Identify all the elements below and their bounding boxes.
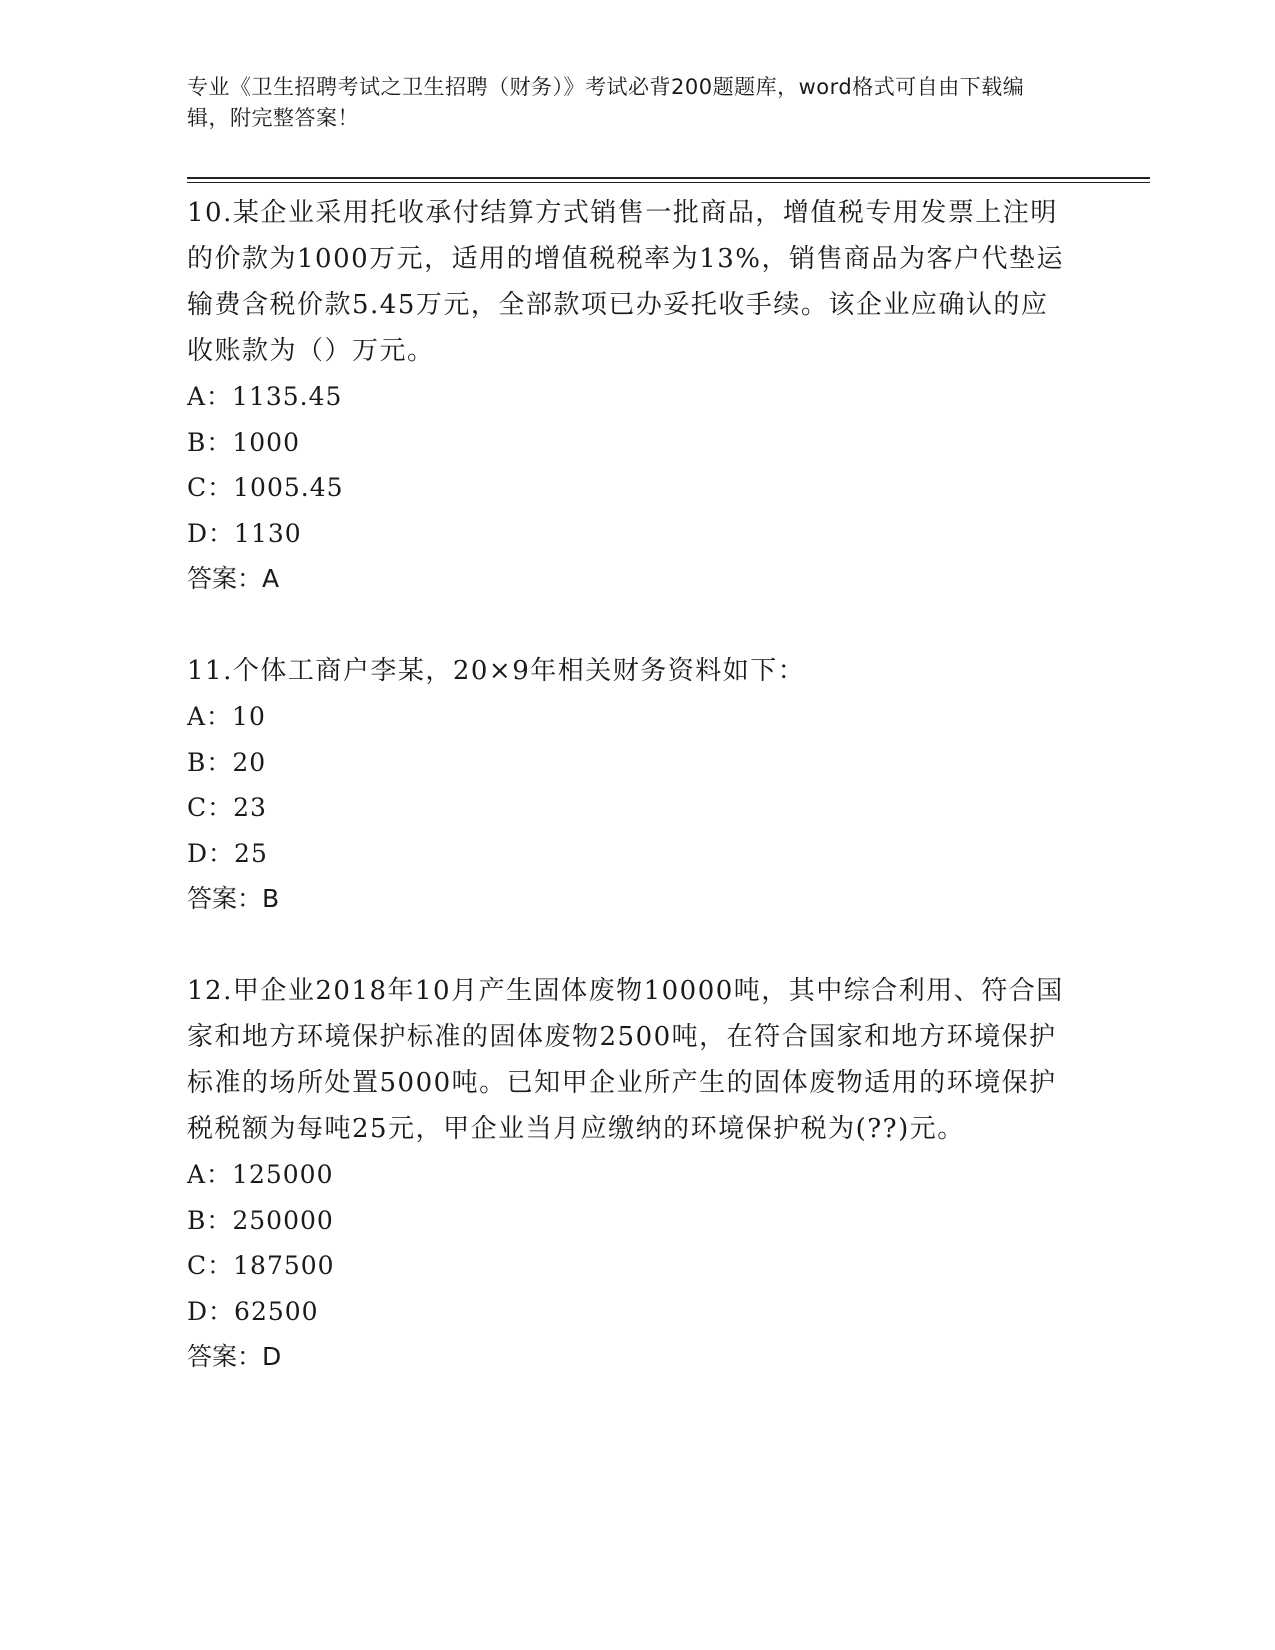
- question-10: [187, 190, 1067, 602]
- question-12: [187, 968, 1067, 1380]
- question-text: 11.个体工商户李某，20×9年相关财务资料如下：: [187, 656, 806, 686]
- question-list: [187, 190, 1067, 1426]
- answer: 答案：D: [187, 1342, 282, 1371]
- option-d: D：1130: [187, 518, 302, 548]
- option-c: C：187500: [187, 1251, 335, 1280]
- question-text: 12.甲企业2018年10月产生固体废物10000吨，其中综合利用、符合国家和地方环境保护标准的固体废物2500吨，在符合国家和地方环境保护标准的场所处置5000吨。已知甲企业所产生的固体废物适用的环境保护税税额为每吨25元，甲企业当月应缴纳的环境保护税为(??)元。: [187, 976, 1064, 1144]
- option-d: D：62500: [187, 1296, 319, 1326]
- option-b: B：250000: [187, 1205, 334, 1235]
- question-text: 10.某企业采用托收承付结算方式销售一批商品，增值税专用发票上注明的价款为1000万元，适用的增值税税率为13%，销售商品为客户代垫运输费含税价款5.45万元，全部款项已办妥托收手续。该企业应确认的应收账款为（）万元。: [187, 198, 1064, 366]
- option-c: C：23: [187, 793, 267, 822]
- option-a: A：1135.45: [187, 382, 343, 411]
- option-b: B：1000: [187, 427, 300, 457]
- option-d: D：25: [187, 838, 268, 868]
- question-11: [187, 648, 1067, 922]
- option-a: A：125000: [187, 1160, 334, 1189]
- answer: 答案：A: [187, 564, 280, 593]
- option-c: C：1005.45: [187, 473, 344, 502]
- option-b: B：20: [187, 747, 267, 777]
- document-header: 专业《卫生招聘考试之卫生招聘（财务）》考试必背200题题库，word格式可自由下载编辑，附完整答案！: [187, 75, 1025, 130]
- answer: 答案：B: [187, 884, 280, 913]
- header-divider-thick: [187, 177, 1150, 179]
- header-divider-thin: [187, 182, 1150, 183]
- option-a: A：10: [187, 702, 266, 731]
